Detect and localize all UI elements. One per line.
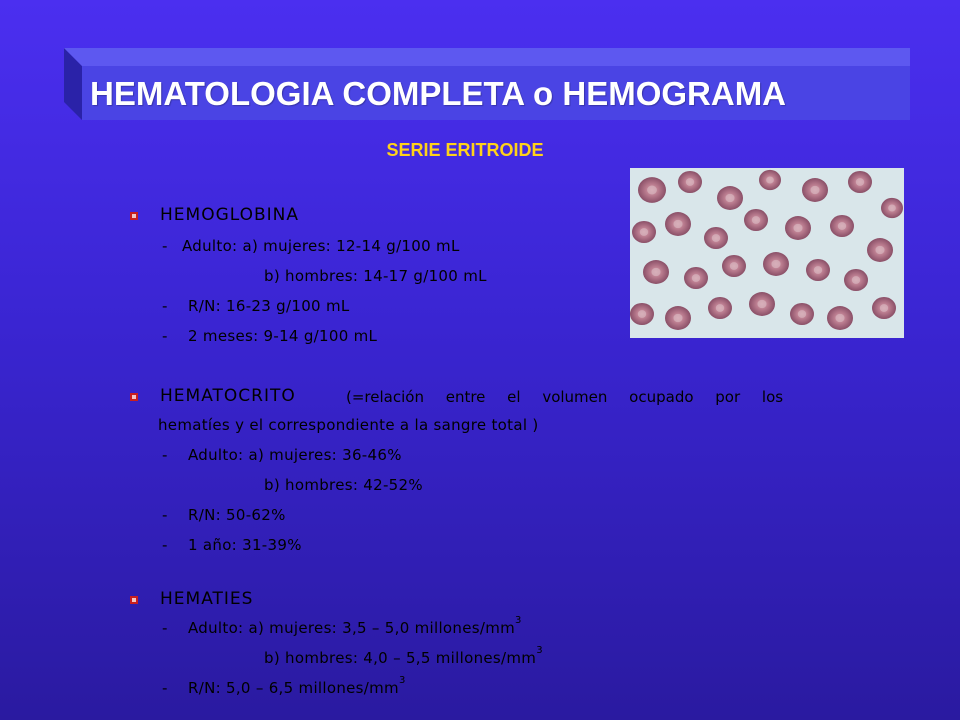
exponent: 3 — [515, 615, 522, 626]
dash: - — [162, 297, 168, 315]
hct-adult-men: b) hombres: 42-52% — [264, 476, 423, 494]
hb-adult-men: b) hombres: 14-17 g/100 mL — [264, 267, 487, 285]
hb-newborn: R/N: 16-23 g/100 mL — [188, 297, 350, 315]
cell-center — [835, 314, 844, 322]
cell-center — [771, 260, 780, 268]
red-blood-cells-micrograph — [630, 168, 904, 338]
rbc-adult-women — [188, 615, 522, 637]
bullet-icon — [130, 596, 138, 604]
rbc-newborn — [188, 675, 406, 697]
cell-center — [880, 304, 888, 312]
cell-center — [651, 268, 660, 276]
cell-center — [692, 274, 700, 282]
dash: - — [162, 237, 168, 255]
hct-newborn: R/N: 50-62% — [188, 506, 286, 524]
dash: - — [162, 536, 168, 554]
title-banner — [64, 48, 910, 120]
dash: - — [162, 679, 168, 697]
cell-center — [686, 178, 694, 186]
heading-hematies: HEMATIES — [160, 589, 254, 609]
cell-center — [730, 262, 738, 270]
cell-center — [673, 220, 682, 228]
rbc-adult-men — [264, 645, 543, 667]
cell-center — [638, 310, 646, 318]
cell-center — [810, 186, 819, 194]
hct-1-year: 1 año: 31-39% — [188, 536, 302, 554]
dash: - — [162, 446, 168, 464]
cell-center — [752, 216, 760, 224]
cell-center — [647, 186, 657, 195]
cell-center — [856, 178, 864, 186]
rbc-adult-women-text: Adulto: a) mujeres: 3,5 – 5,0 millones/mm — [188, 619, 516, 637]
bullet-icon — [130, 212, 138, 220]
cell-center — [757, 300, 766, 308]
cell-center — [838, 222, 846, 230]
cell-center — [814, 266, 822, 274]
rbc-newborn-text: R/N: 5,0 – 6,5 millones/mm — [188, 679, 399, 697]
hb-2-months: 2 meses: 9-14 g/100 mL — [188, 327, 378, 345]
exponent: 3 — [398, 675, 406, 686]
rbc-adult-men-text: b) hombres: 4,0 – 5,5 millones/mm — [264, 649, 537, 667]
cell-center — [716, 304, 724, 312]
cell-center — [712, 234, 720, 242]
heading-hematocrito: HEMATOCRITO — [160, 386, 296, 406]
dash: - — [162, 327, 168, 345]
cell-center — [793, 224, 802, 232]
cell-center — [766, 176, 774, 183]
section-subtitle: SERIE ERITROIDE — [386, 140, 544, 160]
exponent: 3 — [536, 645, 543, 656]
heading-hemoglobina: HEMOGLOBINA — [160, 205, 300, 225]
cell-center — [875, 246, 884, 254]
cell-center — [888, 204, 896, 211]
page-title: HEMATOLOGIA COMPLETA o HEMOGRAMA — [90, 75, 787, 112]
cell-center — [673, 314, 682, 322]
dash: - — [162, 506, 168, 524]
hct-description-2: hematíes y el correspondiente a la sangre total ) — [158, 416, 539, 434]
cell-center — [640, 228, 648, 236]
hb-adult-women: Adulto: a) mujeres: 12-14 g/100 mL — [182, 237, 460, 255]
cell-center — [852, 276, 860, 284]
cell-center — [725, 194, 734, 202]
dash: - — [162, 619, 168, 637]
hct-description-1: (=relación entre el volumen ocupado por los — [346, 388, 784, 406]
cell-center — [798, 310, 806, 318]
micrograph-art — [630, 168, 904, 338]
bullet-icon — [130, 393, 138, 401]
hct-adult-women: Adulto: a) mujeres: 36-46% — [188, 446, 402, 464]
